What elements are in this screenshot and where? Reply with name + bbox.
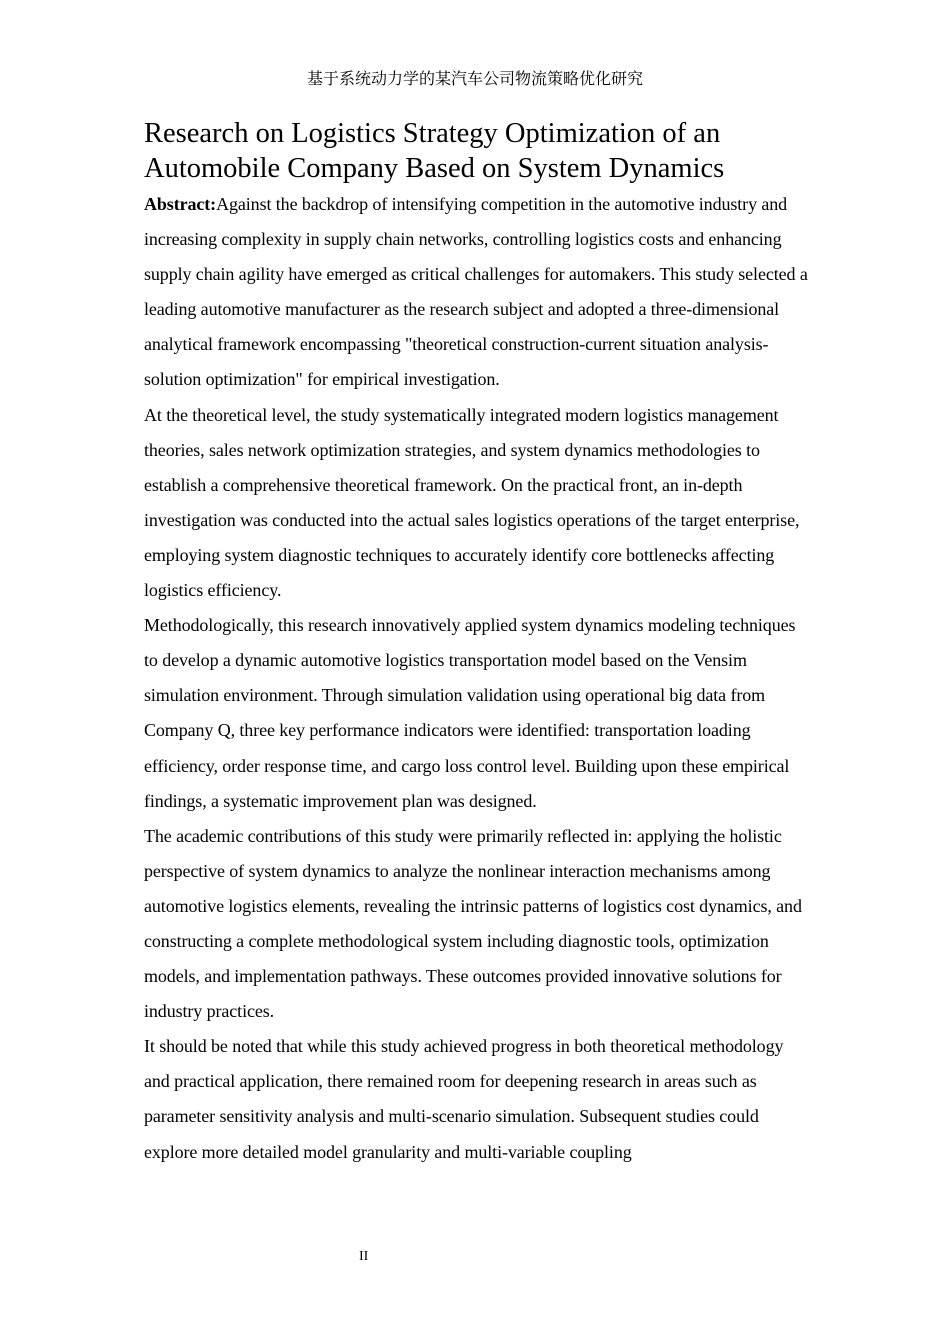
- method-paragraph: Methodologically, this research innovatively applied system dynamics modeling techniques to develop a dynamic automotive logistics transportation model based on the Vensim simulation environment. Through simulation validation using operational big data from Company Q, three key performance indicators were identified: transportation loading efficiency, order response time, and cargo loss control level. Building upon these empirical findings, a systematic improvement plan was designed.: [144, 615, 796, 811]
- title-line-1: Research on Logistics Strategy Optimization of an: [144, 118, 721, 149]
- theory-paragraph: At the theoretical level, the study systematically integrated modern logistics management theories, sales network optimization strategies, and system dynamics methodologies to establish a comprehensive theoretical framework. On the practical front, an in-depth investigation was conducted into the actual sales logistics operations of the target enterprise, employing system diagnostic techniques to accurately identify core bottlenecks affecting logistics efficiency.: [144, 404, 800, 601]
- running-header: 基于系统动力学的某汽车公司物流策略优化研究: [306, 69, 643, 88]
- title-line-2: Automobile Company Based on System Dynamics: [144, 153, 725, 184]
- limitation-paragraph: It should be noted that while this study achieved progress in both theoretical methodology and practical application, there remained room for deepening research in areas such as parameter sensitivity analysis and multi-scenario simulation. Subsequent studies could explore more detailed model granularity and multi-variable coupling: [144, 1036, 784, 1162]
- abstract-label: Abstract:: [144, 194, 217, 214]
- contribution-paragraph: The academic contributions of this study were primarily reflected in: applying the holistic perspective of system dynamics to analyze the nonlinear interaction mechanisms among automotive logistics elements, revealing the intrinsic patterns of logistics cost dynamics, and constructing a complete methodological system including diagnostic tools, optimization models, and implementation pathways. These outcomes provided innovative solutions for industry practices.: [144, 825, 802, 1022]
- abstract-paragraph: [144, 187, 808, 398]
- paper-title: [144, 116, 808, 186]
- page-number: II: [359, 1249, 369, 1264]
- content-body: [144, 116, 808, 1170]
- abstract-text: Against the backdrop of intensifying competition in the automotive industry and increasing complexity in supply chain networks, controlling logistics costs and enhancing supply chain agility have emerged as critical challenges for automakers. This study selected a leading automotive manufacturer as the research subject and adopted a three-dimensional analytical framework encompassing "theoretical construction-current situation analysis-solution optimization" for empirical investigation.: [144, 194, 808, 390]
